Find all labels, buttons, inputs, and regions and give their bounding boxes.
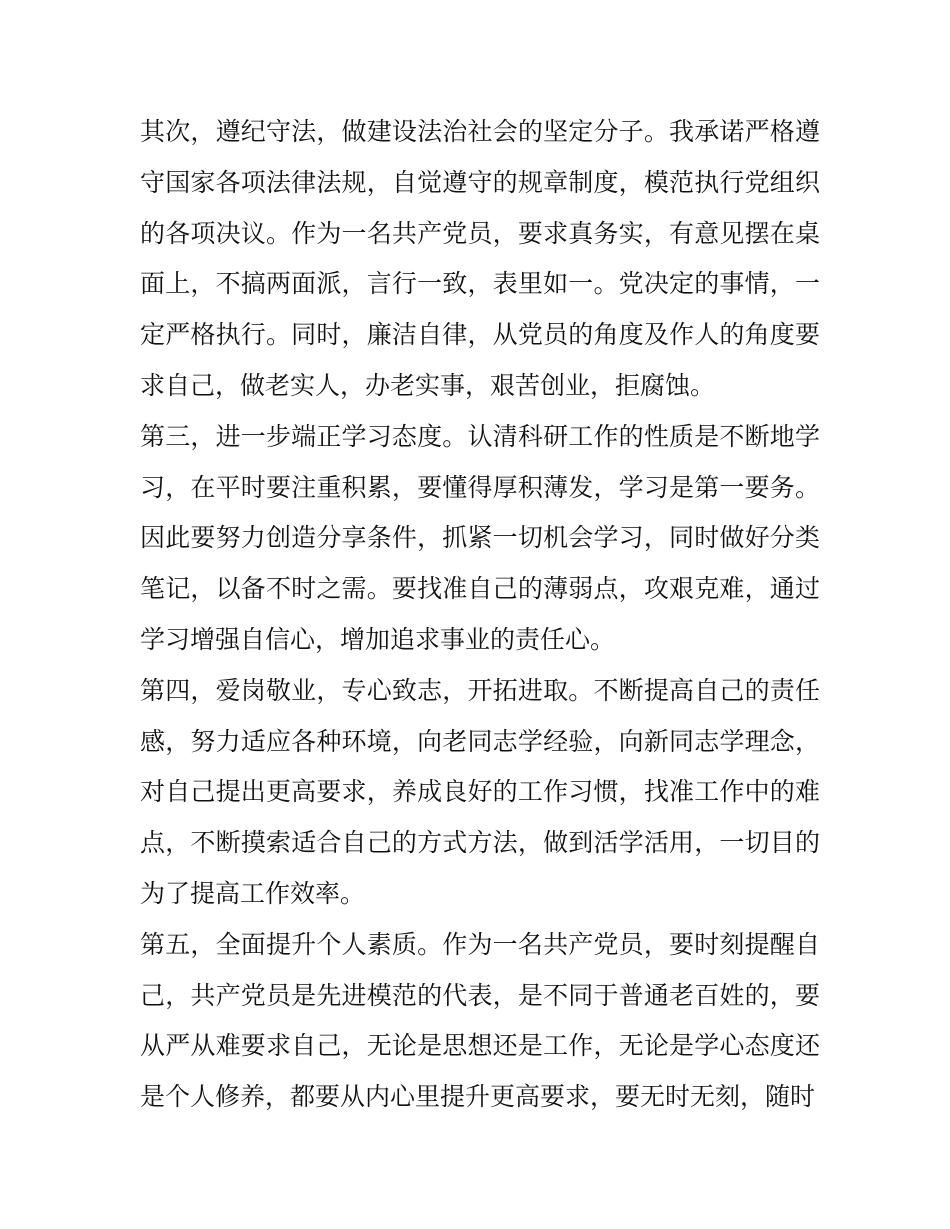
- paragraph-personal-quality: 第五，全面提升个人素质。作为一名共产党员，要时刻提醒自己，共产党员是先进模范的代表，是不同于普通老百姓的，要从严从难要求自己，无论是思想还是工作，无论是学心态度还是个人修养，都要从内心里提升更高要求，要无时无刻，随时: [140, 929, 820, 1112]
- paragraph-discipline: 其次，遵纪守法，做建设法治社会的坚定分子。我承诺严格遵守国家各项法律法规，自觉遵守的规章制度，模范执行党组织的各项决议。作为一名共产党员，要求真务实，有意见摆在桌面上，不搞两面派，言行一致，表里如一。党决定的事情，一定严格执行。同时，廉洁自律，从党员的角度及作人的角度要求自己，做老实人，办老实事，艰苦创业，拒腐蚀。: [140, 117, 820, 400]
- paragraph-dedication: 第四，爱岗敬业，专心致志，开拓进取。不断提高自己的责任感，努力适应各种环境，向老同志学经验，向新同志学理念，对自己提出更高要求，养成良好的工作习惯，找准工作中的难点，不断摸索适合自己的方式方法，做到活学活用，一切目的为了提高工作效率。: [140, 675, 820, 908]
- body-text: [140, 107, 820, 1123]
- paragraph-study-attitude: 第三，进一步端正学习态度。认清科研工作的性质是不断地学习，在平时要注重积累，要懂得厚积薄发，学习是第一要务。因此要努力创造分享条件，抓紧一切机会学习，同时做好分类笔记，以备不时之需。要找准自己的薄弱点，攻艰克难，通过学习增强自信心，增加追求事业的责任心。: [140, 421, 820, 654]
